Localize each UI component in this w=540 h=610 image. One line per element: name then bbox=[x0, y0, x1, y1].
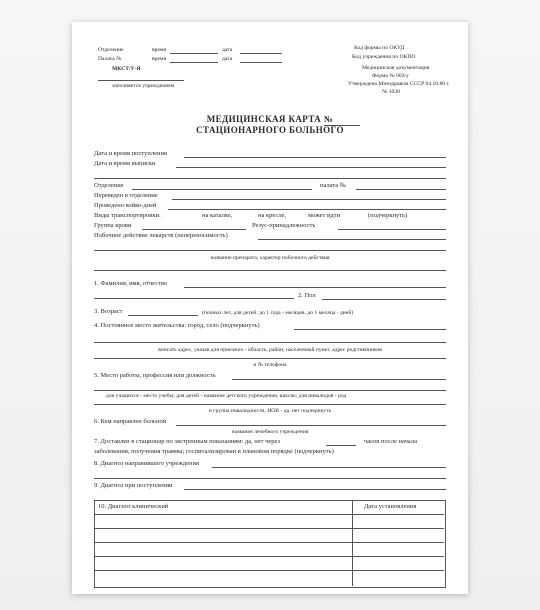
field-rh-line[interactable] bbox=[338, 229, 446, 230]
field-admission-date-label: Дата и время поступления bbox=[94, 150, 167, 157]
field-emergency-label-c: заболевания, получения травмы; госпитализирован в плановом порядке (подчеркнуть) bbox=[94, 448, 334, 455]
table-row-line-1[interactable] bbox=[94, 514, 444, 515]
table-date-header: Дата установления bbox=[364, 503, 417, 510]
field-admission-diagnosis-line[interactable] bbox=[184, 489, 446, 490]
field-referral-diagnosis-label: 8. Диагноз направившего учреждения bbox=[94, 460, 199, 467]
field-bed-days-line[interactable] bbox=[168, 209, 446, 210]
field-blank-line-1[interactable] bbox=[94, 178, 446, 179]
field-workplace-line[interactable] bbox=[232, 379, 446, 380]
field-sex-line[interactable] bbox=[322, 299, 446, 300]
field-transferred-label: Переведен в отделение bbox=[94, 192, 158, 199]
field-emergency-label-b: часов после начала bbox=[364, 438, 417, 445]
field-blank-line-7[interactable] bbox=[94, 404, 446, 405]
header-right-line4: Форма № 003/у bbox=[372, 73, 409, 79]
table-row-line-3[interactable] bbox=[94, 542, 444, 543]
field-emergency-hours-line[interactable] bbox=[326, 445, 356, 446]
header-left-line2: Палата № bbox=[98, 56, 122, 62]
header-right-line5: Утверждена Минздравом СССР 04.10.80 г. bbox=[348, 81, 450, 87]
field-side-effects-line[interactable] bbox=[258, 239, 446, 240]
field-workplace-label: 5. Место работы, профессия или должность bbox=[94, 372, 216, 379]
clinical-diagnosis-table-divider bbox=[352, 500, 353, 586]
field-full-name-line-2[interactable] bbox=[94, 298, 294, 299]
field-admission-date-line[interactable] bbox=[184, 157, 446, 158]
field-blank-line-8[interactable] bbox=[94, 478, 446, 479]
field-blank-line-5[interactable] bbox=[94, 358, 446, 359]
header-time-line-2 bbox=[170, 62, 218, 63]
field-admission-diagnosis-label: 9. Диагноз при поступлении bbox=[94, 482, 173, 489]
field-address-note-2: и № телефона bbox=[253, 362, 287, 368]
field-address-label: 4. Постоянное место жительства: город, село (подчеркнуть) bbox=[94, 322, 260, 329]
field-side-effects-note: название препарата, характер побочного действия bbox=[210, 255, 330, 261]
field-transport-option-3[interactable]: может идти bbox=[308, 212, 341, 219]
header-date-line-2 bbox=[240, 62, 282, 63]
header-date-label-2: дата bbox=[222, 56, 233, 62]
field-age-line[interactable] bbox=[128, 315, 198, 316]
field-age-label: 3. Возраст bbox=[94, 308, 123, 315]
header-time-label-2: время bbox=[152, 56, 167, 62]
header-right-line3: Медицинская документация bbox=[362, 65, 430, 71]
header-left-rule bbox=[98, 80, 184, 81]
header-time-label-1: время bbox=[152, 47, 167, 53]
table-row-line-5[interactable] bbox=[94, 570, 444, 571]
field-age-note: (полных лет, для детей: до 1 года - месяцев, до 1 месяца - дней) bbox=[202, 310, 354, 316]
field-sex-label: 2. Пол bbox=[298, 292, 316, 299]
form-title-line2: СТАЦИОНАРНОГО БОЛЬНОГО bbox=[196, 125, 344, 135]
table-row-line-4[interactable] bbox=[94, 556, 444, 557]
table-clinical-diagnosis-header: 10. Диагноз клинический bbox=[98, 503, 169, 510]
field-blood-group-line[interactable] bbox=[142, 229, 246, 230]
table-row-line-2[interactable] bbox=[94, 528, 444, 529]
header-date-line-1 bbox=[240, 53, 282, 54]
field-side-effects-label: Побочное действие лекарств (непереносимость) bbox=[94, 232, 228, 239]
header-right-line6: № 1030 bbox=[382, 89, 400, 95]
field-bed-days-label: Проведено койко-дней bbox=[94, 202, 157, 209]
field-blank-line-4[interactable] bbox=[94, 342, 446, 343]
field-workplace-note-2: и группа инвалидности, ИОВ - да, нет подчеркнуть bbox=[208, 408, 332, 414]
header-left-line1: Отделение bbox=[98, 47, 124, 53]
field-blood-group-label: Группа крови bbox=[94, 222, 132, 229]
field-referral-diagnosis-line[interactable] bbox=[212, 467, 446, 468]
field-workplace-note: для учащихся - место учебы; для детей - название детского учреждения, школы; для инвалидов - род bbox=[106, 393, 347, 399]
field-emergency-label: 7. Доставлен в стационар по экстренным показаниям: да, нет через bbox=[94, 438, 281, 445]
field-blank-line-3[interactable] bbox=[94, 270, 446, 271]
field-full-name-label: 1. Фамилия, имя, отчество bbox=[94, 280, 168, 287]
header-time-line-1 bbox=[170, 53, 218, 54]
header-form-code: МКСТ/У-Я bbox=[112, 66, 141, 72]
field-department-line[interactable] bbox=[132, 189, 312, 190]
field-transport-option-1[interactable]: на каталке, bbox=[202, 212, 233, 219]
header-right-line2: Код учреждения по ОКПО bbox=[352, 54, 416, 60]
field-transport-note: (подчеркнуть) bbox=[368, 212, 408, 219]
field-referred-by-line[interactable] bbox=[176, 425, 446, 426]
field-referred-by-label: 6. Кем направлен больной bbox=[94, 418, 167, 425]
field-transport-option-2[interactable]: на кресле, bbox=[258, 212, 287, 219]
field-full-name-line[interactable] bbox=[184, 287, 446, 288]
form-title-line1: МЕДИЦИНСКАЯ КАРТА № bbox=[206, 114, 334, 124]
header-date-label-1: дата bbox=[222, 47, 233, 53]
header-left-sub: заполняется учреждением bbox=[112, 83, 175, 89]
field-transport-label: Виды транспортировки: bbox=[94, 212, 161, 219]
field-discharge-date-line[interactable] bbox=[176, 167, 446, 168]
field-blank-line-2[interactable] bbox=[94, 250, 446, 251]
medical-card-form-sheet bbox=[72, 22, 468, 594]
field-blank-line-6[interactable] bbox=[94, 390, 446, 391]
field-address-note: вписать адрес, указав для приезжих - область, район, населенный пункт, адрес родственников bbox=[158, 347, 382, 353]
field-address-line[interactable] bbox=[294, 329, 446, 330]
field-rh-label: Резус-принадлежность bbox=[252, 222, 316, 229]
field-department-label: Отделение bbox=[94, 182, 124, 189]
field-transferred-line[interactable] bbox=[172, 199, 446, 200]
field-discharge-date-label: Дата и время выписки bbox=[94, 160, 156, 167]
header-right-line1: Код формы по ОКУД bbox=[354, 45, 405, 51]
field-ward-label: палата № bbox=[320, 182, 347, 189]
field-referred-by-note: название лечебного учреждения bbox=[231, 429, 309, 435]
field-ward-line[interactable] bbox=[356, 189, 446, 190]
